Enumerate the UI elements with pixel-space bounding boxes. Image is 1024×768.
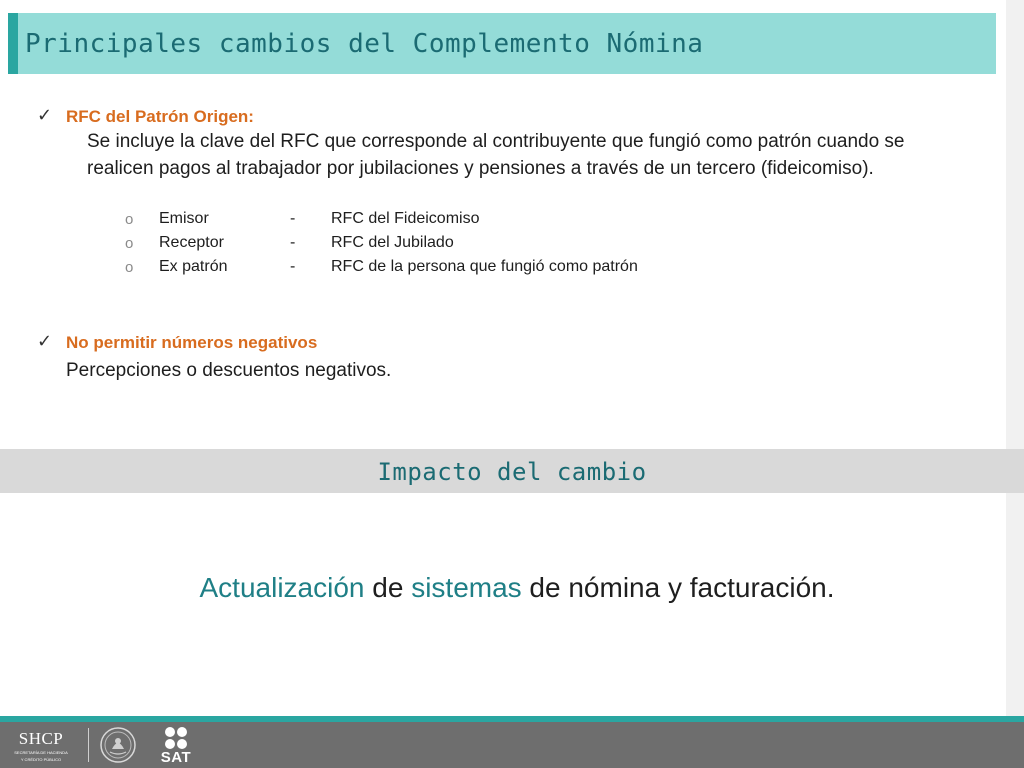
right-edge-strip [1006,0,1024,716]
title-bar [8,13,996,74]
section2-body: Percepciones o descuentos negativos. [66,360,392,381]
shcp-subtitle-2: Y CRÉDITO PÚBLICO [20,757,62,762]
check-icon: ✓ [37,105,53,126]
footer-divider [88,728,89,762]
conclusion-part-2: de [364,572,412,603]
section1-body-line-2: realicen pagos al trabajador por jubilaciones y pensiones a través de un tercero (fideicomiso). [87,158,874,179]
list-item-value: RFC de la persona que fungió como patrón [331,258,638,275]
sat-logo [150,725,202,767]
shcp-logo [6,730,76,762]
section1-body-line-1: Se incluye la clave del RFC que corresponde al contribuyente que fungió como patrón cuando se [87,131,905,152]
sat-dots-icon [150,725,202,751]
check-icon: ✓ [37,331,53,352]
list-item-dash: - [290,258,296,275]
conclusion-part-1: Actualización [199,572,365,603]
impact-title: Impacto del cambio [377,458,647,486]
list-item-dash: - [290,210,296,227]
list-item-value: RFC del Jubilado [331,234,454,251]
national-seal-icon [98,725,138,765]
slide-title: Principales cambios del Complemento Nómina [25,29,704,59]
impact-bar [0,449,1024,493]
sat-name: SAT [160,749,192,766]
circle-bullet-icon: o [125,211,134,228]
list-item-label: Ex patrón [159,258,228,275]
list-item-value: RFC del Fideicomiso [331,210,480,227]
conclusion-part-3: sistemas [411,572,522,603]
conclusion-text [0,572,1024,604]
footer [0,722,1024,768]
list-item-label: Receptor [159,234,224,251]
list-item-label: Emisor [159,210,209,227]
section1-heading: RFC del Patrón Origen: [66,107,254,126]
conclusion-part-4: de nómina y facturación. [521,572,835,603]
section2-heading: No permitir números negativos [66,333,318,352]
circle-bullet-icon: o [125,259,134,276]
shcp-name: SHCP [18,729,64,748]
shcp-subtitle-1: SECRETARÍA DE HACIENDA [14,750,68,755]
circle-bullet-icon: o [125,235,134,252]
title-accent-bar [8,13,18,74]
list-item-dash: - [290,234,296,251]
